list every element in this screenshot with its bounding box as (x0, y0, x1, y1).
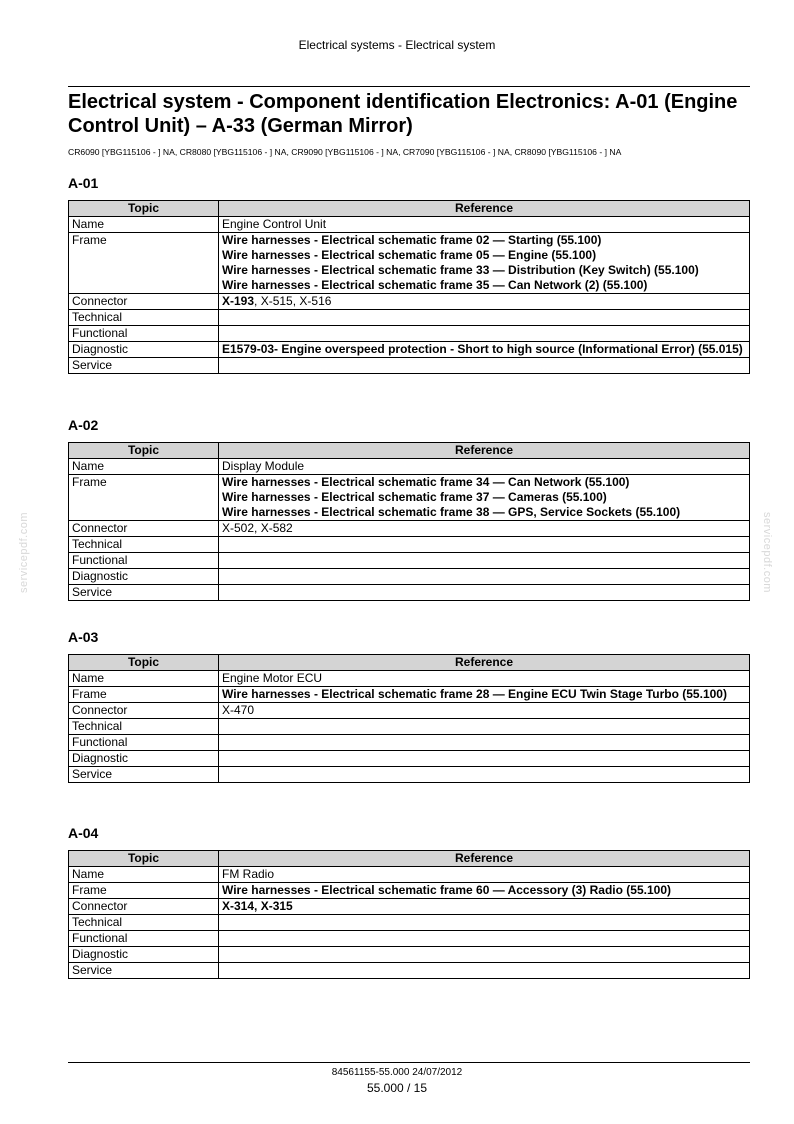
reference-cell (219, 947, 750, 963)
table-row (69, 569, 750, 585)
topic-cell: Connector (69, 521, 219, 537)
reference-link[interactable]: Wire harnesses - Electrical schematic frame 34 — Can Network (55.100) (222, 475, 630, 489)
watermark-left: servicepdf.com (18, 512, 30, 593)
reference-cell (219, 671, 750, 687)
reference-cell (219, 687, 750, 703)
topic-cell: Connector (69, 294, 219, 310)
reference-cell (219, 358, 750, 374)
table-header-row (69, 851, 750, 867)
reference-text (222, 294, 749, 309)
section-a-02 (68, 417, 750, 601)
watermark-right: servicepdf.com (761, 512, 773, 593)
table-row (69, 767, 750, 783)
topic-cell: Name (69, 671, 219, 687)
table-row (69, 358, 750, 374)
reference-link[interactable]: Wire harnesses - Electrical schematic frame 38 — GPS, Service Sockets (55.100) (222, 505, 681, 519)
reference-text: Engine Motor ECU (222, 671, 323, 685)
table-row (69, 883, 750, 899)
topic-cell: Technical (69, 915, 219, 931)
reference-cell (219, 703, 750, 719)
reference-header: Reference (219, 655, 750, 671)
reference-cell (219, 475, 750, 521)
table-row (69, 671, 750, 687)
section-a-01 (68, 175, 750, 374)
reference-cell (219, 867, 750, 883)
topic-cell: Diagnostic (69, 751, 219, 767)
reference-header: Reference (219, 443, 750, 459)
reference-cell (219, 899, 750, 915)
table-row (69, 475, 750, 521)
reference-table (68, 200, 750, 374)
topic-cell: Service (69, 963, 219, 979)
table-row (69, 521, 750, 537)
reference-link[interactable]: Wire harnesses - Electrical schematic frame 60 — Accessory (3) Radio (55.100) (222, 883, 671, 897)
topic-cell: Diagnostic (69, 342, 219, 358)
topic-cell: Service (69, 767, 219, 783)
reference-cell (219, 521, 750, 537)
topic-cell: Technical (69, 719, 219, 735)
reference-link[interactable]: E1579-03- Engine overspeed protection - Short to high source (Informational Error) (55.015) (222, 342, 743, 356)
header-rule (68, 86, 750, 87)
section-heading: A-02 (68, 417, 99, 433)
reference-cell (219, 751, 750, 767)
page-title: Electrical system - Component identification Electronics: A-01 (Engine Control Unit) – A-33 (German Mirror) (68, 91, 738, 137)
reference-table (68, 442, 750, 601)
table-row (69, 931, 750, 947)
reference-cell (219, 217, 750, 233)
topic-cell: Frame (69, 233, 219, 294)
section-a-04 (68, 825, 750, 979)
reference-cell (219, 931, 750, 947)
reference-cell (219, 735, 750, 751)
table-row (69, 735, 750, 751)
table-row (69, 459, 750, 475)
table-row (69, 719, 750, 735)
table-row (69, 963, 750, 979)
reference-cell (219, 883, 750, 899)
topic-cell: Service (69, 358, 219, 374)
footer-doc-code: 84561155-55.000 24/07/2012 (331, 1067, 463, 1078)
reference-link[interactable]: Wire harnesses - Electrical schematic frame 05 — Engine (55.100) (222, 248, 597, 262)
reference-text: X-502, X-582 (222, 521, 293, 535)
reference-cell (219, 585, 750, 601)
footer-page-number: 55.000 / 15 (366, 1081, 428, 1095)
table-row (69, 751, 750, 767)
topic-cell: Diagnostic (69, 947, 219, 963)
table-row (69, 585, 750, 601)
reference-cell (219, 326, 750, 342)
reference-link[interactable]: Wire harnesses - Electrical schematic frame 33 — Distribution (Key Switch) (55.100) (222, 263, 699, 277)
reference-cell (219, 342, 750, 358)
reference-cell (219, 233, 750, 294)
reference-text: Engine Control Unit (222, 217, 327, 231)
topic-header: Topic (69, 655, 219, 671)
table-row (69, 326, 750, 342)
topic-cell: Technical (69, 310, 219, 326)
applicability-text: CR6090 [YBG115106 - ] NA, CR8080 [YBG115106 - ] NA, CR9090 [YBG115106 - ] NA, CR7090 [YBG115106 - ] NA, CR8090 [YBG115106 - ] NA (68, 147, 622, 157)
reference-link[interactable]: Wire harnesses - Electrical schematic frame 28 — Engine ECU Twin Stage Turbo (55.100) (222, 687, 727, 701)
reference-link[interactable]: Wire harnesses - Electrical schematic frame 02 — Starting (55.100) (222, 233, 602, 247)
table-header-row (69, 655, 750, 671)
reference-cell (219, 537, 750, 553)
topic-cell: Frame (69, 475, 219, 521)
topic-cell: Functional (69, 553, 219, 569)
reference-link[interactable]: X-314, X-315 (222, 899, 293, 913)
table-row (69, 233, 750, 294)
reference-cell (219, 569, 750, 585)
topic-cell: Name (69, 867, 219, 883)
topic-cell: Service (69, 585, 219, 601)
table-row (69, 310, 750, 326)
reference-link[interactable]: Wire harnesses - Electrical schematic frame 37 — Cameras (55.100) (222, 490, 607, 504)
topic-cell: Functional (69, 931, 219, 947)
reference-table (68, 654, 750, 783)
topic-cell: Frame (69, 883, 219, 899)
reference-text: FM Radio (222, 867, 275, 881)
reference-cell (219, 915, 750, 931)
table-header-row (69, 443, 750, 459)
connector-text: , X-515, X-516 (254, 294, 332, 308)
reference-cell (219, 294, 750, 310)
table-row (69, 867, 750, 883)
table-row (69, 687, 750, 703)
reference-text: Display Module (222, 459, 305, 473)
reference-cell (219, 310, 750, 326)
topic-cell: Functional (69, 735, 219, 751)
topic-header: Topic (69, 443, 219, 459)
reference-link[interactable]: Wire harnesses - Electrical schematic frame 35 — Can Network (2) (55.100) (222, 278, 648, 292)
section-heading: A-01 (68, 175, 99, 191)
reference-cell (219, 553, 750, 569)
footer-rule (68, 1062, 750, 1063)
table-row (69, 915, 750, 931)
table-row (69, 553, 750, 569)
reference-cell (219, 767, 750, 783)
topic-cell: Connector (69, 703, 219, 719)
table-row (69, 342, 750, 358)
topic-cell: Name (69, 217, 219, 233)
reference-cell (219, 459, 750, 475)
reference-header: Reference (219, 201, 750, 217)
topic-cell: Functional (69, 326, 219, 342)
topic-cell: Diagnostic (69, 569, 219, 585)
table-row (69, 947, 750, 963)
section-heading: A-04 (68, 825, 99, 841)
reference-cell (219, 719, 750, 735)
table-row (69, 537, 750, 553)
reference-text: X-470 (222, 703, 255, 717)
table-row (69, 703, 750, 719)
table-header-row (69, 201, 750, 217)
topic-cell: Technical (69, 537, 219, 553)
table-row (69, 899, 750, 915)
topic-header: Topic (69, 851, 219, 867)
connector-link[interactable]: X-193 (222, 294, 255, 308)
table-row (69, 294, 750, 310)
topic-cell: Frame (69, 687, 219, 703)
running-header: Electrical systems - Electrical system (298, 38, 496, 52)
topic-cell: Connector (69, 899, 219, 915)
table-row (69, 217, 750, 233)
topic-header: Topic (69, 201, 219, 217)
topic-cell: Name (69, 459, 219, 475)
reference-cell (219, 963, 750, 979)
section-heading: A-03 (68, 629, 99, 645)
reference-table (68, 850, 750, 979)
section-a-03 (68, 629, 750, 783)
reference-header: Reference (219, 851, 750, 867)
